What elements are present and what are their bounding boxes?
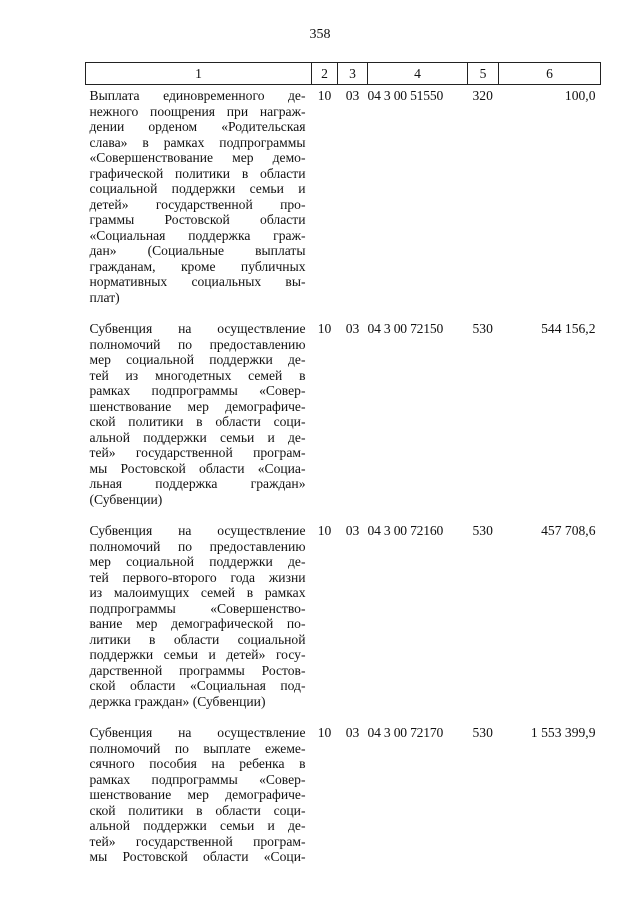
- description-line: (Субвенции): [89, 491, 163, 507]
- description-line: дан» (Социальные выплаты: [89, 243, 306, 258]
- row-vr: 530: [472, 523, 493, 538]
- header-row: [86, 63, 601, 85]
- table-row: [86, 521, 601, 723]
- table-body: [86, 85, 601, 879]
- row-sum: 544 156,2: [541, 321, 596, 336]
- description-line: дарственной программы Ростов-: [89, 662, 306, 678]
- description-line: из малоимущих семей в рамках: [89, 585, 306, 600]
- description-line: нормативных социальных вы-: [89, 274, 306, 289]
- table-row: [86, 723, 601, 879]
- description-line: мер социальной поддержки де-: [89, 352, 306, 367]
- description-line: льная поддержка граждан»: [89, 476, 306, 491]
- description-line: рамках подпрограммы «Совер-: [89, 383, 306, 398]
- description-line: ской политики в области соци-: [89, 802, 306, 818]
- description-line: гражданам, кроме публичных: [89, 258, 306, 274]
- row-description: [86, 521, 312, 723]
- row-podrazdel: 03: [345, 88, 360, 103]
- description-line: мы Ростовской области «Соци-: [89, 849, 306, 864]
- description-line: ской политики в области соци-: [89, 414, 306, 429]
- row-razdel: 10: [317, 523, 332, 538]
- row-sum: 1 553 399,9: [530, 725, 596, 740]
- description-line: тей первого-второго года жизни: [89, 569, 306, 585]
- description-line: альной поддержки семьи и де-: [89, 429, 306, 445]
- row-razdel: 10: [317, 88, 332, 103]
- page-number: 358: [309, 27, 331, 42]
- description-line: шенствование мер демографиче-: [89, 787, 306, 802]
- description-line: нежного поощрения при награж-: [89, 103, 306, 119]
- table-row: [86, 319, 601, 521]
- row-podrazdel: 03: [345, 321, 360, 336]
- description-line: «Совершенствование мер демо-: [89, 150, 306, 165]
- description-line: ской области «Социальная под-: [89, 678, 306, 693]
- header-col-5: 5: [468, 63, 499, 85]
- description-line: вание мер демографической по-: [89, 616, 306, 631]
- description-line: литики в области социальной: [89, 631, 306, 647]
- row-sum: 457 708,6: [541, 523, 596, 538]
- description-line: сячного пособия на ребенка в: [89, 756, 306, 771]
- description-line: полномочий по выплате ежеме-: [89, 740, 306, 756]
- description-line: полномочий по предоставлению: [89, 538, 306, 554]
- row-sum: 100,0: [564, 88, 596, 103]
- description-line: подпрограммы «Совершенство-: [89, 600, 306, 616]
- description-line: Субвенция на осуществление: [89, 725, 306, 740]
- row-csr: 04 3 00 51550: [367, 88, 444, 103]
- description-line: мер социальной поддержки де-: [89, 554, 306, 569]
- header-col-3: 3: [338, 63, 368, 85]
- description-line: граммы Ростовской области: [89, 212, 306, 227]
- table-header: [86, 63, 601, 85]
- description-line: полномочий по предоставлению: [89, 336, 306, 352]
- row-podrazdel: 03: [345, 725, 360, 740]
- row-vr: 530: [472, 321, 493, 336]
- header-col-2: 2: [312, 63, 338, 85]
- description-line: «Социальная поддержка граж-: [89, 227, 306, 243]
- description-line: поддержки семьи и детей» госу-: [89, 647, 306, 662]
- header-col-1: 1: [86, 63, 312, 85]
- description-line: тей из многодетных семей в: [89, 367, 306, 383]
- row-description: [86, 319, 312, 521]
- row-vr: 530: [472, 725, 493, 740]
- row-razdel: 10: [317, 725, 332, 740]
- description-line: шенствование мер демографиче-: [89, 398, 306, 414]
- description-line: графической политики в области: [89, 165, 306, 181]
- description-line: рамках подпрограммы «Совер-: [89, 771, 306, 787]
- row-razdel: 10: [317, 321, 332, 336]
- description-line: держка граждан» (Субвенции): [89, 693, 266, 709]
- row-csr: 04 3 00 72150: [367, 321, 444, 336]
- header-col-4: 4: [368, 63, 468, 85]
- description-line: мы Ростовской области «Социа-: [89, 460, 306, 476]
- row-description: [86, 723, 312, 879]
- budget-table: [85, 62, 601, 879]
- description-line: плат): [89, 289, 120, 305]
- row-podrazdel: 03: [345, 523, 360, 538]
- row-description: [86, 85, 312, 320]
- description-line: тей» государственной програм-: [89, 833, 306, 849]
- description-line: Субвенция на осуществление: [89, 321, 306, 336]
- description-line: дении орденом «Родительская: [89, 119, 306, 134]
- description-line: альной поддержки семьи и де-: [89, 818, 306, 833]
- description-line: слава» в рамках подпрограммы: [89, 134, 306, 150]
- description-line: Субвенция на осуществление: [89, 523, 306, 538]
- table-row: [86, 85, 601, 320]
- row-vr: 320: [472, 88, 493, 103]
- description-line: тей» государственной програм-: [89, 445, 306, 460]
- description-line: Выплата единовременного де-: [89, 88, 306, 103]
- description-line: социальной поддержки семьи и: [89, 181, 306, 196]
- header-col-6: 6: [499, 63, 601, 85]
- row-csr: 04 3 00 72170: [367, 725, 444, 740]
- description-line: детей» государственной про-: [89, 196, 306, 212]
- row-csr: 04 3 00 72160: [367, 523, 444, 538]
